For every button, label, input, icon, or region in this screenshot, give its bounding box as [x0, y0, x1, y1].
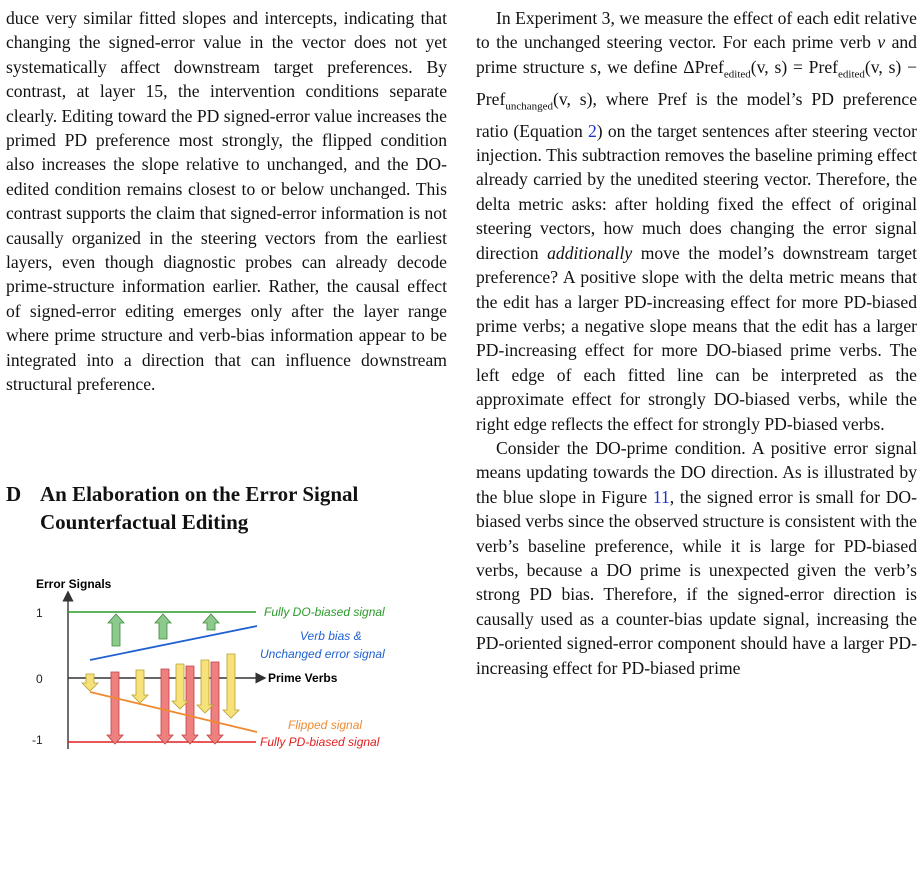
- equation-link[interactable]: 2: [587, 120, 597, 141]
- error-signal-figure: [16, 574, 436, 809]
- tick-1: 1: [36, 606, 43, 620]
- text-run: , the signed error is small for DO-biased verbs since the observed structure is consistent with the verb’s baseline preference, while it is large for PD-biased verbs, because a DO prime is unexpected given the verb’s strong PD bias. Therefore, if the signed-error direction is causally used as a counter-bias update signal, increasing the PD-oriented signed-error component should have a larger PD-increasing effect for PD-biased prime: [476, 486, 917, 678]
- section-title: An Elaboration on the Error Signal Counterfactual Editing: [40, 482, 359, 534]
- text-run: , we define ΔPref: [597, 56, 724, 77]
- figure-link[interactable]: 11: [652, 486, 670, 507]
- verb-bias-label-2: Unchanged error signal: [260, 647, 385, 661]
- flipped-label: Flipped signal: [288, 718, 363, 732]
- left-paragraph: duce very similar fitted slopes and intercepts, indicating that changing the signed-error value in the vector does not yet systematically affect downstream target preferences. By contrast, at layer 15, the intervention conditions separate clearly. Editing toward the PD signed-error value increases the primed PD preference most strongly, the flipped condition also increases the slope relative to unchanged, and the DO-edited condition remains closest to or below unchanged. This contrast supports the claim that signed-error information is not causally organized in the steering vectors from the earliest layers, even though diagnostic probes can already decode prime-structure information earlier. Rather, the causal effect of signed-error editing emerges only after the layer range where prime structure and verb-bias information appear to be integrated into a direction that can influence downstream structural preference.: [6, 8, 447, 395]
- text-run: ) on the target sentences after steering vector injection. This subtraction removes the baseline priming effect already carried by the unedited steering vector. Therefore, the delta metric asks: after holding fixed the effect of original steering vectors, how much does changing the error signal direction: [476, 120, 917, 263]
- right-paragraph-1: [476, 6, 917, 436]
- right-column: [476, 6, 917, 680]
- text-run: (v, s) = Pref: [750, 56, 838, 77]
- tick-0: 0: [36, 672, 43, 686]
- section-heading: [6, 480, 447, 536]
- right-paragraph-2: [476, 436, 917, 680]
- do-signal-label: Fully DO-biased signal: [264, 605, 385, 619]
- left-column: [6, 6, 447, 397]
- subscript: edited: [723, 68, 751, 81]
- green-arrow: [203, 614, 219, 630]
- text-run: (v, s) − Pref: [476, 56, 918, 109]
- section-number: D: [6, 482, 22, 506]
- verb-bias-label-1: Verb bias &: [300, 629, 362, 643]
- figure-svg: [16, 574, 436, 804]
- subscript: edited: [838, 68, 865, 81]
- y-axis-title: Error Signals: [36, 577, 112, 591]
- text-run: (v, s), where Pref is the model’s PD preference ratio (Equation: [476, 88, 917, 141]
- red-arrow: [107, 672, 123, 744]
- green-arrows: [108, 614, 219, 646]
- text-run: move the model’s downstream target preference? A positive slope with the delta metric means that the edit has a larger PD-increasing effect for more PD-biased prime verbs; a negative slope means that the edit has a larger PD-increasing effect for more DO-biased prime verbs. The left edge of each fitted line can be interpreted as the approximate effect for strongly DO-biased verbs, while the right edge reflects the effect for strongly PD-biased verbs.: [476, 242, 917, 434]
- green-arrow: [155, 614, 171, 639]
- math-s: s: [590, 56, 598, 77]
- x-axis-title: Prime Verbs: [268, 671, 338, 685]
- tick-neg1: -1: [32, 733, 43, 747]
- pd-signal-label: Fully PD-biased signal: [260, 735, 380, 749]
- yellow-arrow: [132, 670, 148, 703]
- math-v: v: [877, 32, 886, 53]
- red-arrow: [157, 669, 173, 744]
- text-run: In Experiment 3, we measure the effect of each edit relative to the unchanged steering vector. For each prime verb: [476, 8, 917, 53]
- text-run: Consider the DO-prime condition. A positive error signal means updating towards the DO direction. As is illustrated by the blue slope in Figure: [476, 437, 917, 507]
- emphasis: additionally: [547, 242, 633, 263]
- green-arrow: [108, 614, 124, 646]
- text-run: and prime structure: [476, 32, 917, 77]
- yellow-arrow: [82, 674, 98, 691]
- yellow-arrow: [223, 654, 239, 718]
- subscript: unchanged: [505, 100, 553, 113]
